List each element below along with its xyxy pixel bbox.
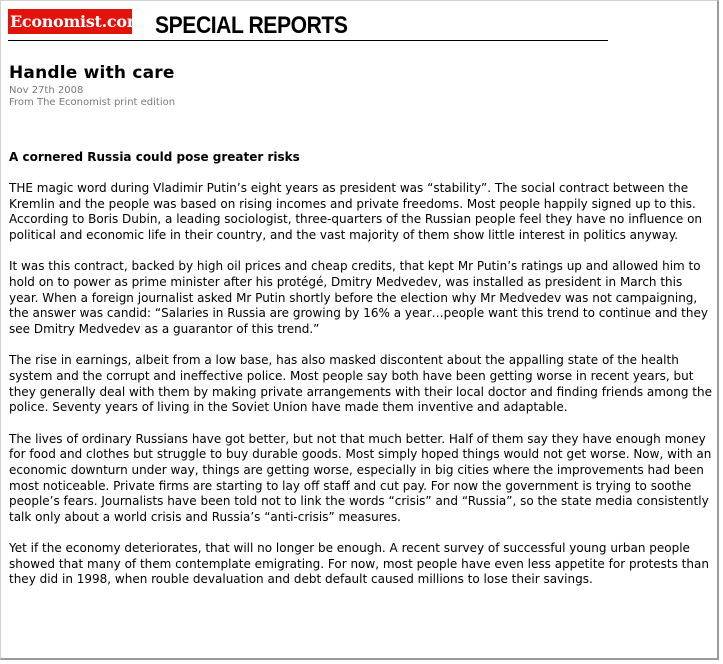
economist-logo[interactable]: Economist.com [8, 9, 132, 34]
article-paragraph: The lives of ordinary Russians have got better, but not that much better. Half of them say they have enough money for food and clothes but struggle to buy durable goods. Most simply hoped things would not get worse. Now, with an economic downturn under way, things are getting worse, especially in big cities where the improvements had been most noticeable. Private firms are starting to lay off staff and cut pay. For now the government is trying to soothe people’s fears. Journalists have been told not to link the words “crisis” and “Russia”, so the state media consistently talk only about a world crisis and Russia’s “anti-crisis” measures. [9, 431, 712, 524]
article-paragraph: Yet if the economy deteriorates, that will no longer be enough. A recent survey of successful young urban people showed that many of them contemplate emigrating. For now, most people have even less appetite for protests than they did in 1998, when rouble devaluation and debt default caused millions to lose their savings. [9, 541, 709, 587]
article-source: From The Economist print edition [9, 97, 176, 108]
article-paragraph: THE magic word during Vladimir Putin’s eight years as president was “stability”. The social contract between the Kremlin and the people was based on rising incomes and private freedoms. Most people happily signed up to this. According to Boris Dubin, a leading sociologist, three-quarters of the Russian people feel they have no influence on political and economic life in their country, and the vast majority of them show little interest in politics anyway. [9, 181, 703, 242]
article-meta [9, 85, 175, 109]
article-title: Handle with care [9, 63, 175, 83]
section-title: SPECIAL REPORTS [155, 12, 348, 39]
article-subheading: A cornered Russia could pose greater risks [9, 150, 300, 164]
article-date: Nov 27th 2008 [9, 85, 84, 96]
masthead-rule [8, 40, 608, 41]
article-paragraph: It was this contract, backed by high oil prices and cheap credits, that kept Mr Putin’s ratings up and allowed him to hold on to power as prime minister after his protégé, Dmitry Medvedev, was installed as president in March this year. When a foreign journalist asked Mr Putin shortly before the election why Mr Medvedev was not campaigning, the answer was candid: “Salaries in Russia are growing by 16% a year…people want this trend to continue and they see Dmitry Medvedev as a guarantor of this trend.” [9, 259, 708, 336]
masthead [8, 9, 608, 41]
article-paragraph: The rise in earnings, albeit from a low base, has also masked discontent about the appalling state of the health system and the corrupt and ineffective police. Most people say both have been getting worse in recent years, but they generally deal with them by making private arrangements with their local doctor and finding friends among the police. Seventy years of living in the Soviet Union have made them inventive and adaptable. [9, 353, 712, 415]
article-body [9, 181, 715, 604]
